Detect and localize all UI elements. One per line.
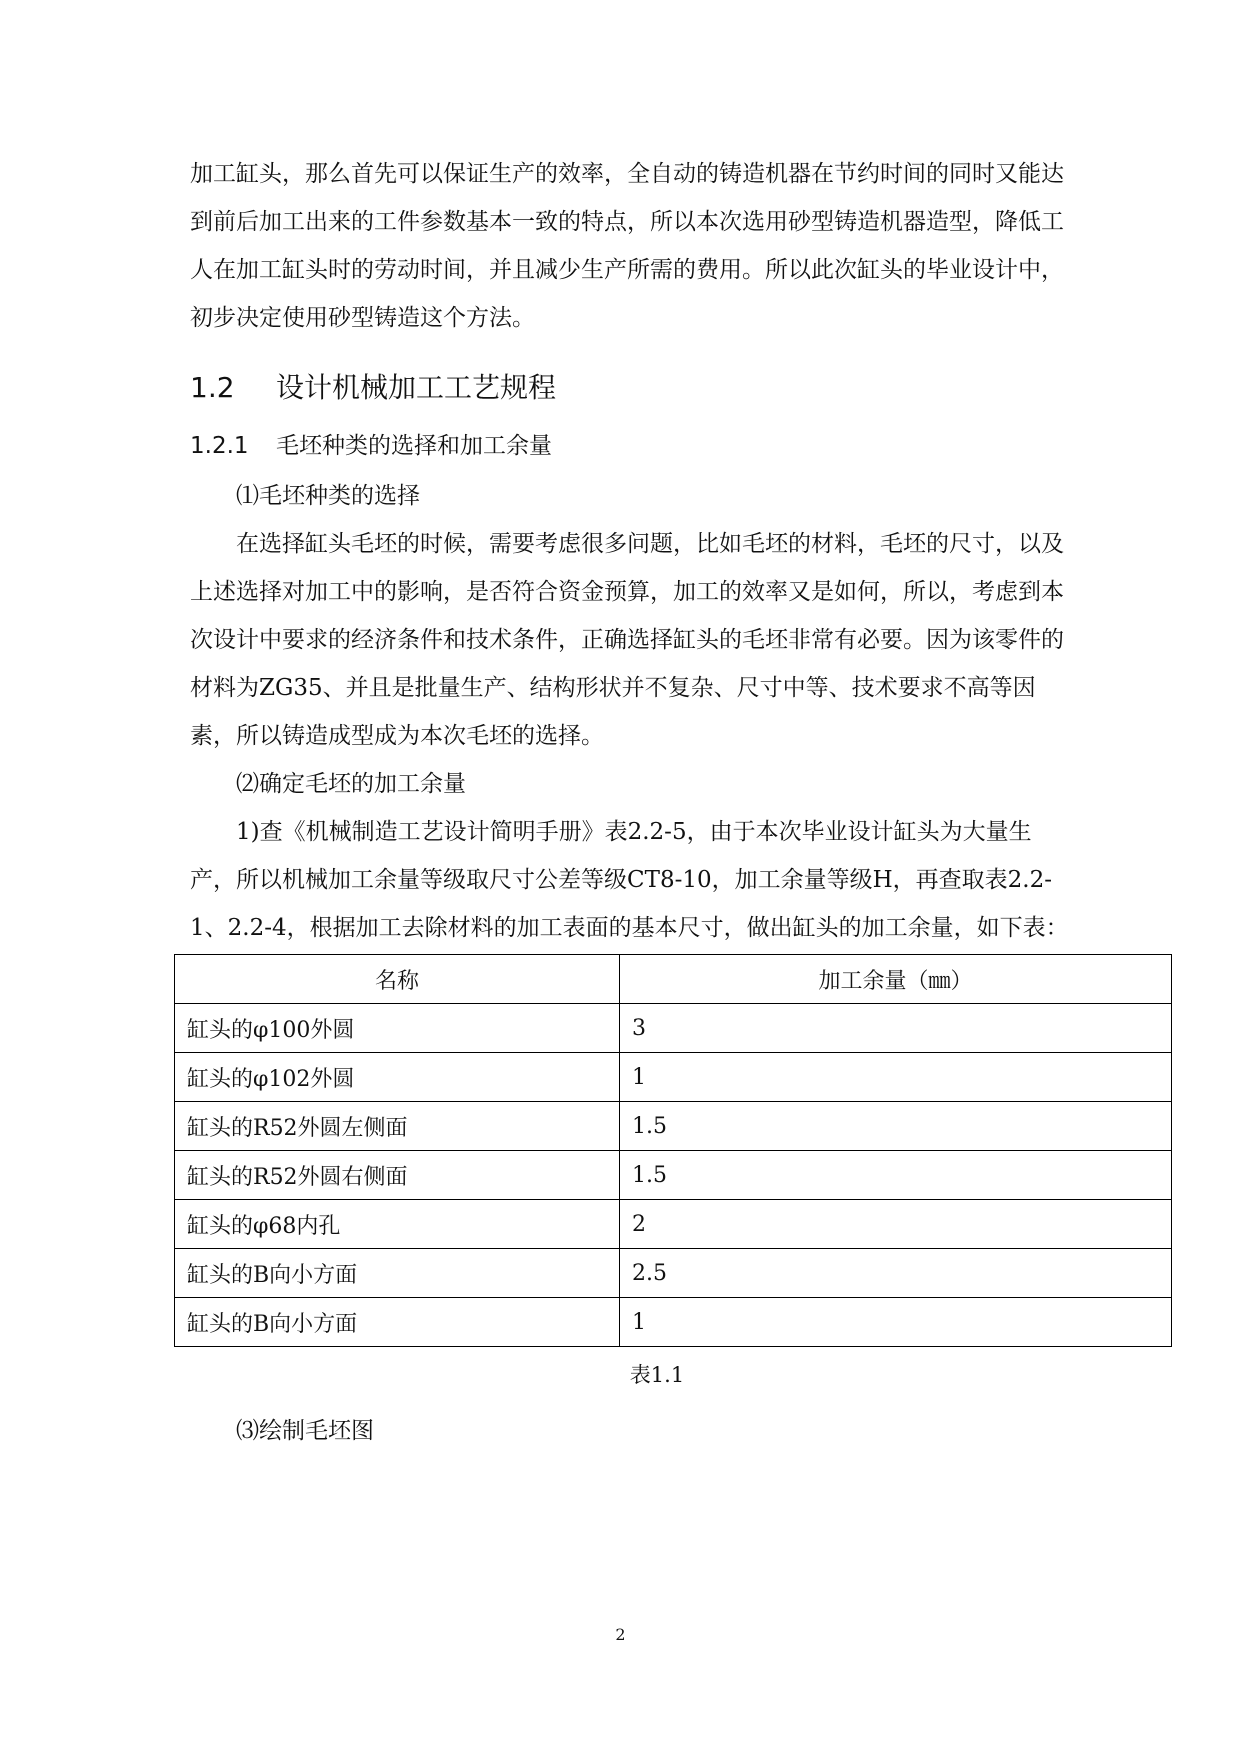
- table-cell-value: 1: [620, 1053, 1172, 1102]
- table-row: [175, 1053, 1172, 1102]
- table-row: [175, 1249, 1172, 1298]
- intro-paragraph: 加工缸头，那么首先可以保证生产的效率，全自动的铸造机器在节约时间的同时又能达到前后加工出来的工件参数基本一致的特点，所以本次选用砂型铸造机器造型，降低工人在加工缸头时的劳动时间，并且减少生产所需的费用。所以此次缸头的毕业设计中，初步决定使用砂型铸造这个方法。: [190, 161, 1064, 331]
- table-caption: 表1.1: [629, 1363, 685, 1387]
- page-number: 2: [615, 1625, 626, 1644]
- subsection-heading: [190, 426, 1070, 466]
- subsection-number: 1.2.1: [190, 433, 249, 459]
- table-cell-value: 1.5: [620, 1151, 1172, 1200]
- table-header-name: 名称: [175, 955, 620, 1004]
- section-number: 1.2: [190, 371, 235, 404]
- table-cell-name: 缸头的φ100外圆: [175, 1004, 620, 1053]
- section-heading: [190, 368, 1070, 408]
- item2-heading: ⑵确定毛坯的加工余量: [236, 771, 466, 797]
- table-cell-name: 缸头的R52外圆左侧面: [175, 1102, 620, 1151]
- table-cell-name: 缸头的B向小方面: [175, 1249, 620, 1298]
- item2-paragraph: 1)查《机械制造工艺设计简明手册》表2.2-5，由于本次毕业设计缸头为大量生产，所以机械加工余量等级取尺寸公差等级CT8-10，加工余量等级H，再查取表2.2-1、2.2-4，根据加工去除材料的加工表面的基本尺寸，做出缸头的加工余量，如下表：: [190, 819, 1069, 941]
- item1-heading: ⑴毛坯种类的选择: [236, 483, 420, 509]
- table-cell-name: 缸头的φ68内孔: [175, 1200, 620, 1249]
- table-row: [175, 1200, 1172, 1249]
- table-cell-value: 3: [620, 1004, 1172, 1053]
- table-row: [175, 1102, 1172, 1151]
- subsection-title: 毛坯种类的选择和加工余量: [276, 433, 552, 459]
- table-cell-value: 2.5: [620, 1249, 1172, 1298]
- table-cell-value: 2: [620, 1200, 1172, 1249]
- item3-heading: ⑶绘制毛坯图: [236, 1418, 374, 1444]
- table-cell-value: 1: [620, 1298, 1172, 1347]
- table-row: [175, 1298, 1172, 1347]
- table-row: [175, 1004, 1172, 1053]
- machining-allowance-table: [174, 954, 1172, 1347]
- item1-paragraph: 在选择缸头毛坯的时候，需要考虑很多问题，比如毛坯的材料，毛坯的尺寸，以及上述选择对加工中的影响，是否符合资金预算，加工的效率又是如何，所以，考虑到本次设计中要求的经济条件和技术条件，正确选择缸头的毛坯非常有必要。因为该零件的材料为ZG35、并且是批量生产、结构形状并不复杂、尺寸中等、技术要求不高等因素，所以铸造成型成为本次毛坯的选择。: [190, 531, 1064, 749]
- table-cell-name: 缸头的R52外圆右侧面: [175, 1151, 620, 1200]
- section-title: 设计机械加工工艺规程: [276, 371, 557, 404]
- table-cell-name: 缸头的B向小方面: [175, 1298, 620, 1347]
- table-cell-value: 1.5: [620, 1102, 1172, 1151]
- table-header-row: [175, 955, 1172, 1004]
- table-cell-name: 缸头的φ102外圆: [175, 1053, 620, 1102]
- page-content: [187, 150, 1070, 1455]
- table-header-allowance: 加工余量（㎜）: [620, 955, 1172, 1004]
- table-row: [175, 1151, 1172, 1200]
